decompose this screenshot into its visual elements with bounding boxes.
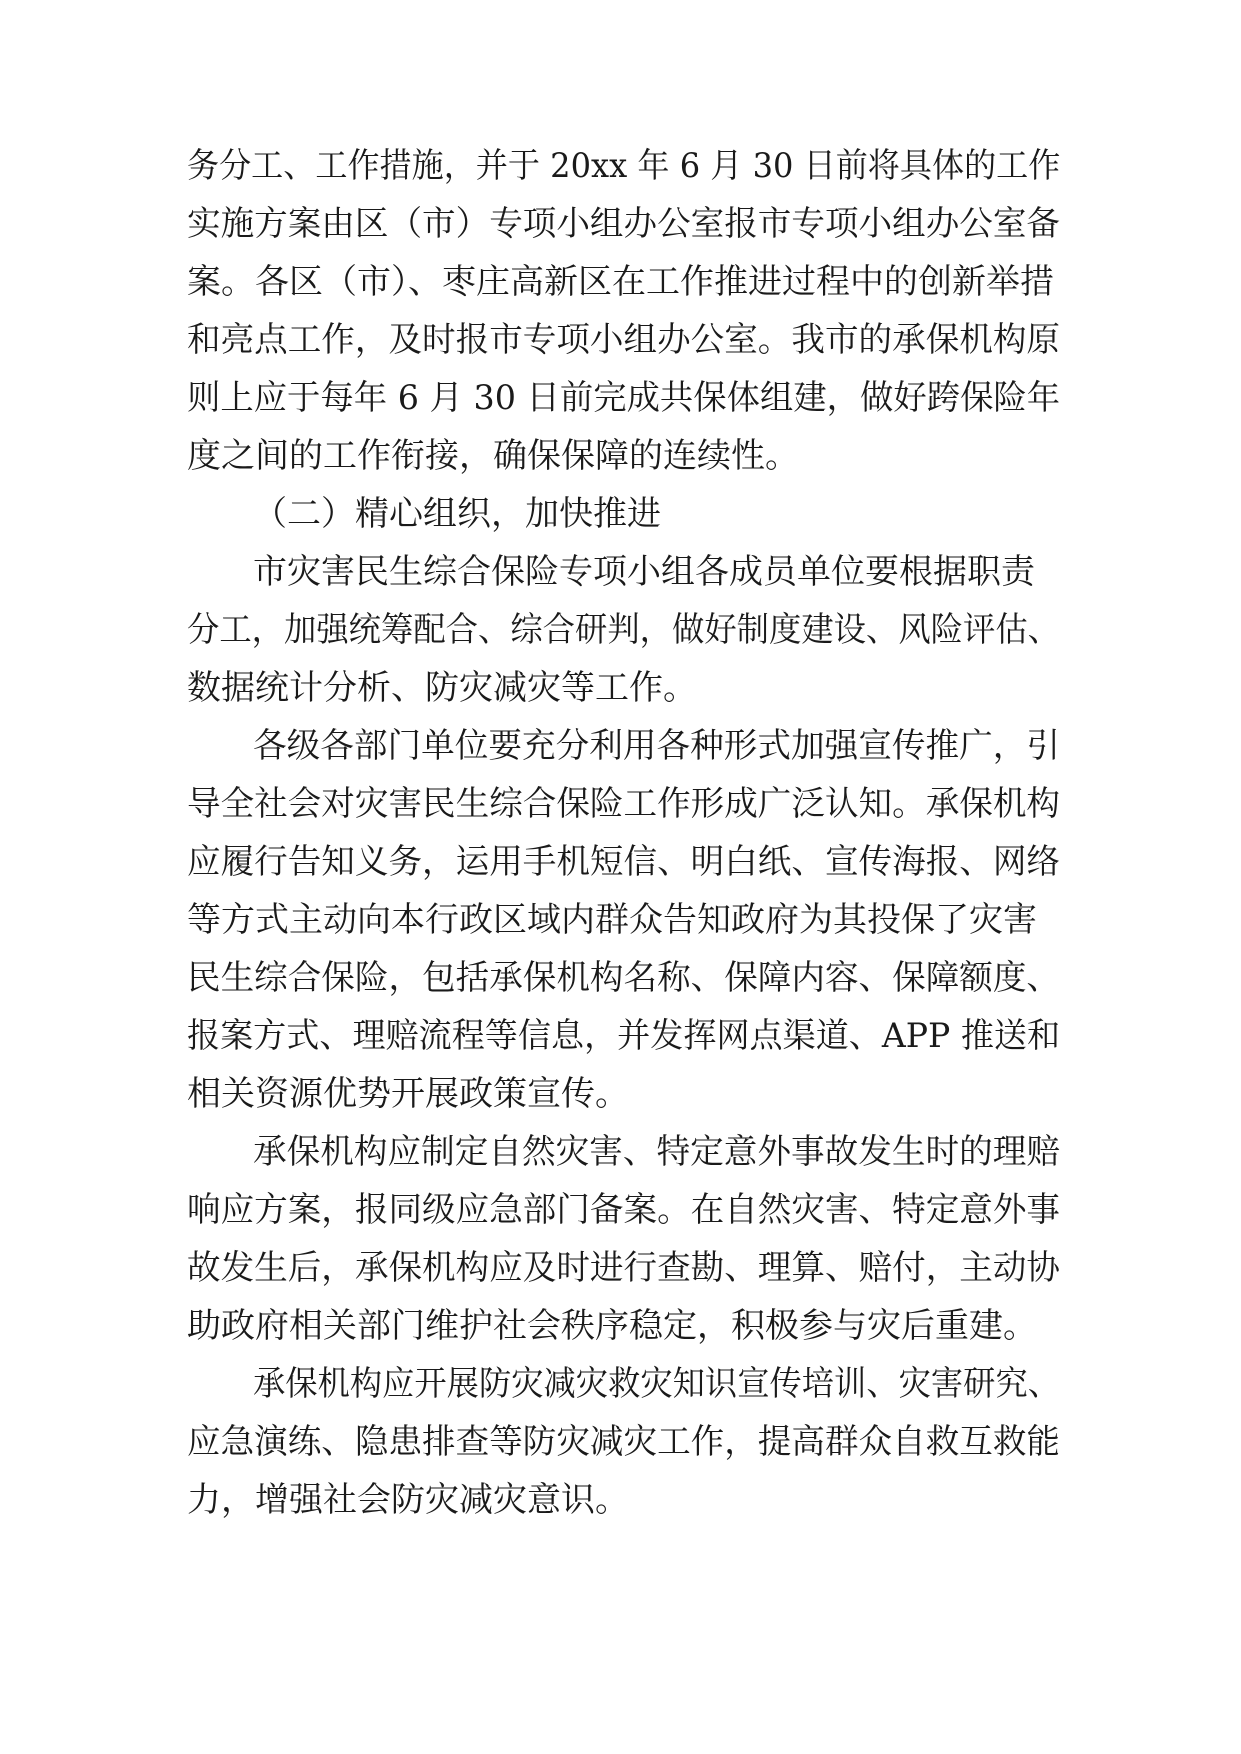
text-line: 应履行告知义务，运用手机短信、明白纸、宣传海报、网络 [187,842,1060,882]
text-line: 实施方案由区（市）专项小组办公室报市专项小组办公室备 [187,204,1060,244]
text-line: 力，增强社会防灾减灾意识。 [187,1480,629,1520]
text-line: 分工，加强统筹配合、综合研判，做好制度建设、风险评估、 [187,610,1060,650]
text-line: 数据统计分析、防灾减灾等工作。 [187,668,697,708]
text-line: 相关资源优势开展政策宣传。 [187,1074,629,1114]
text-line: 导全社会对灾害民生综合保险工作形成广泛认知。承保机构 [187,784,1060,824]
text-line: 故发生后，承保机构应及时进行查勘、理算、赔付，主动协 [187,1248,1060,1288]
text-line: 市灾害民生综合保险专项小组各成员单位要根据职责 [253,552,1035,592]
text-line: 民生综合保险，包括承保机构名称、保障内容、保障额度、 [187,958,1060,998]
text-line: 承保机构应开展防灾减灾救灾知识宣传培训、灾害研究、 [253,1364,1060,1404]
text-line: 等方式主动向本行政区域内群众告知政府为其投保了灾害 [187,900,1037,940]
text-line: 和亮点工作，及时报市专项小组办公室。我市的承保机构原 [187,320,1060,360]
text-line: 务分工、工作措施，并于 20xx 年 6 月 30 日前将具体的工作 [187,146,1061,186]
text-line: 则上应于每年 6 月 30 日前完成共保体组建，做好跨保险年 [187,378,1061,418]
section-heading: （二）精心组织，加快推进 [253,494,661,534]
text-line: 各级各部门单位要充分利用各种形式加强宣传推广，引 [253,726,1060,766]
text-line: 助政府相关部门维护社会秩序稳定，积极参与灾后重建。 [187,1306,1037,1346]
text-line: 承保机构应制定自然灾害、特定意外事故发生时的理赔 [253,1132,1060,1172]
text-line: 应急演练、隐患排查等防灾减灾工作，提高群众自救互救能 [187,1422,1060,1462]
text-line: 案。各区（市）、枣庄高新区在工作推进过程中的创新举措 [187,262,1054,302]
text-line: 报案方式、理赔流程等信息，并发挥网点渠道、APP 推送和 [187,1016,1061,1056]
text-line: 度之间的工作衔接，确保保障的连续性。 [187,436,799,476]
text-line: 响应方案，报同级应急部门备案。在自然灾害、特定意外事 [187,1190,1060,1230]
